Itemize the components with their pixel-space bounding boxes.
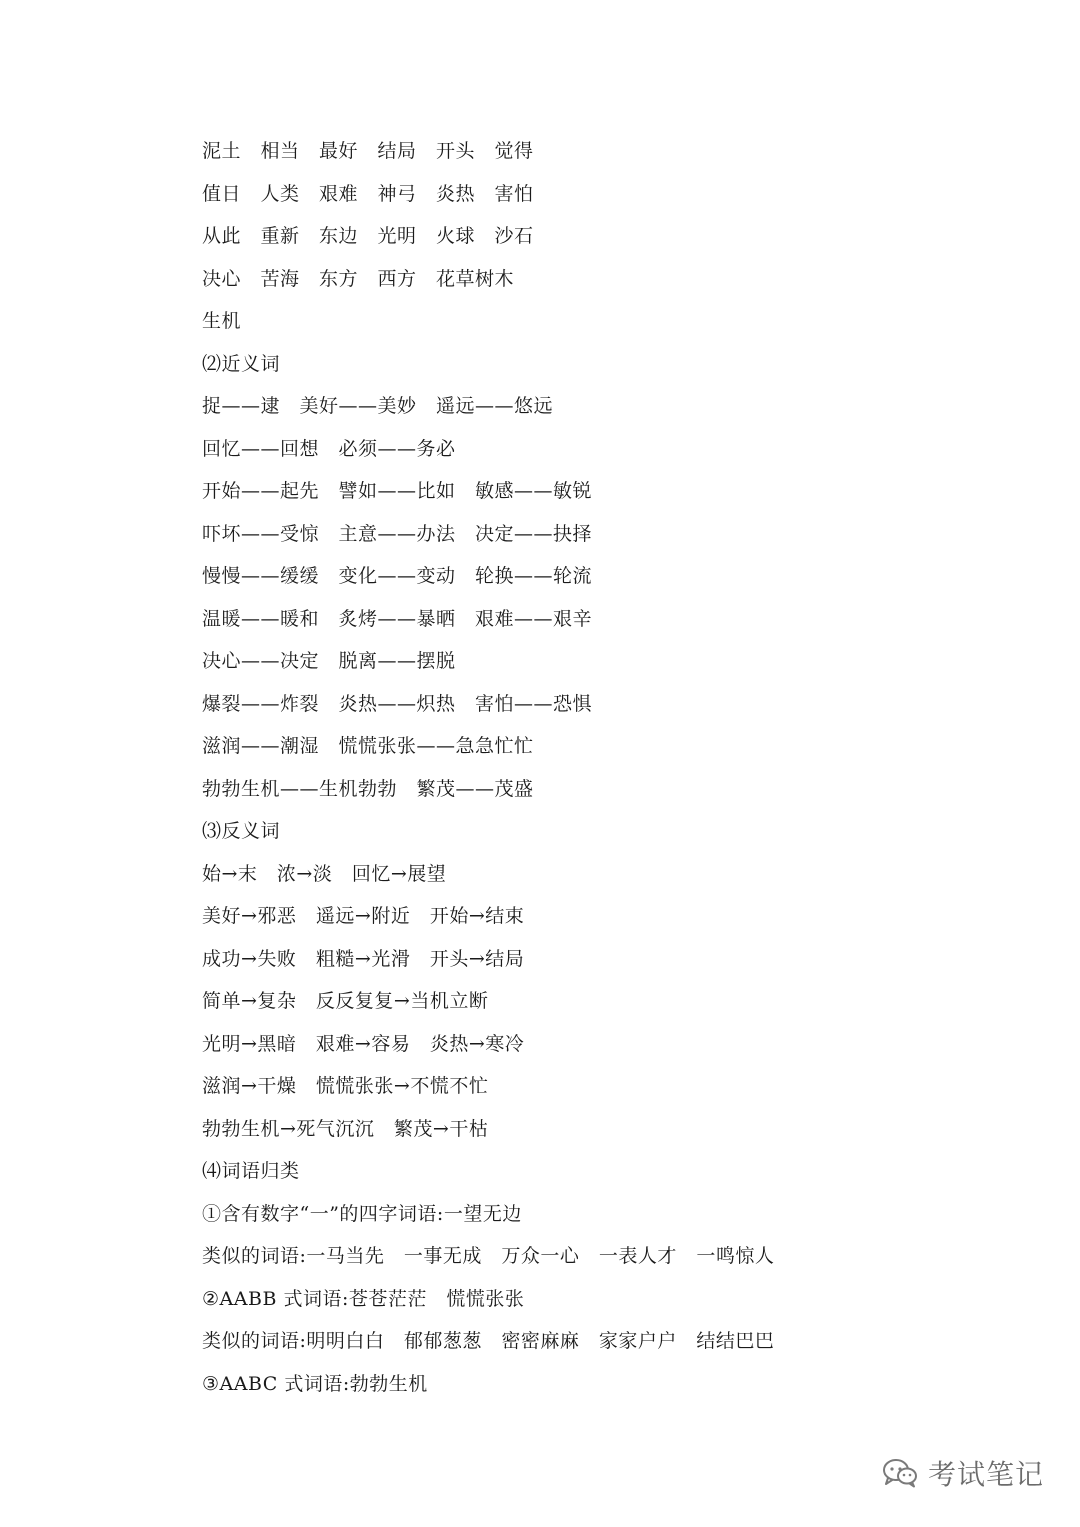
watermark-text: 考试笔记 [927, 1458, 1044, 1491]
section-heading-word-classification: ⑷词语归类 [202, 1160, 300, 1182]
text-line-2: 值日 人类 艰难 神弓 炎热 害怕 [202, 182, 534, 205]
text-line-18: 始→末 浓→淡 回忆→展望 [202, 862, 447, 885]
text-line-12: 温暖——暖和 炙烤——暴晒 艰难——艰辛 [202, 607, 593, 630]
text-line-16: 勃勃生机——生机勃勃 繁茂——茂盛 [202, 777, 534, 800]
text-line-27: 类似的词语:一马当先 一事无成 万众一心 一表人才 一鸣惊人 [202, 1245, 775, 1267]
text-line-19: 美好→邪恶 遥远→附近 开始→结束 [202, 905, 525, 927]
text-line-5: 生机 [202, 310, 242, 332]
text-line-26: ①含有数字“一”的四字词语:一望无边 [202, 1202, 522, 1225]
text-line-13: 决心——决定 脱离——摆脱 [202, 650, 456, 672]
section-heading-antonyms: ⑶反义词 [202, 820, 281, 842]
text-line-7: 捉——逮 美好——美妙 遥远——悠远 [202, 395, 554, 417]
text-line-21: 简单→复杂 反反复复→当机立断 [202, 990, 489, 1012]
text-line-23: 滋润→干燥 慌慌张张→不慌不忙 [202, 1075, 489, 1097]
text-line-28: ②AABB 式词语:苍苍茫茫 慌慌张张 [202, 1287, 525, 1310]
text-line-4: 决心 苦海 东方 西方 花草树木 [202, 267, 515, 290]
text-line-10: 吓坏——受惊 主意——办法 决定——抉择 [202, 522, 593, 545]
text-line-20: 成功→失败 粗糙→光滑 开头→结局 [202, 947, 525, 970]
text-line-9: 开始——起先 譬如——比如 敏感——敏锐 [202, 480, 593, 502]
text-line-22: 光明→黑暗 艰难→容易 炎热→寒冷 [202, 1032, 525, 1055]
section-heading-synonyms: ⑵近义词 [202, 352, 281, 375]
text-line-14: 爆裂——炸裂 炎热——炽热 害怕——恐惧 [202, 692, 593, 715]
text-line-24: 勃勃生机→死气沉沉 繁茂→干枯 [202, 1117, 489, 1140]
text-line-3: 从此 重新 东边 光明 火球 沙石 [202, 225, 534, 247]
wechat-icon [882, 1458, 918, 1488]
text-line-11: 慢慢——缓缓 变化——变动 轮换——轮流 [202, 565, 593, 587]
text-line-15: 滋润——潮湿 慌慌张张——急急忙忙 [202, 735, 534, 757]
text-line-30: ③AABC 式词语:勃勃生机 [202, 1372, 428, 1395]
text-line-1: 泥土 相当 最好 结局 开头 觉得 [202, 140, 534, 162]
text-line-29: 类似的词语:明明白白 郁郁葱葱 密密麻麻 家家户户 结结巴巴 [202, 1330, 775, 1352]
text-line-8: 回忆——回想 必须——务必 [202, 437, 456, 460]
watermark [882, 1453, 1044, 1493]
document-body [202, 130, 1002, 1405]
